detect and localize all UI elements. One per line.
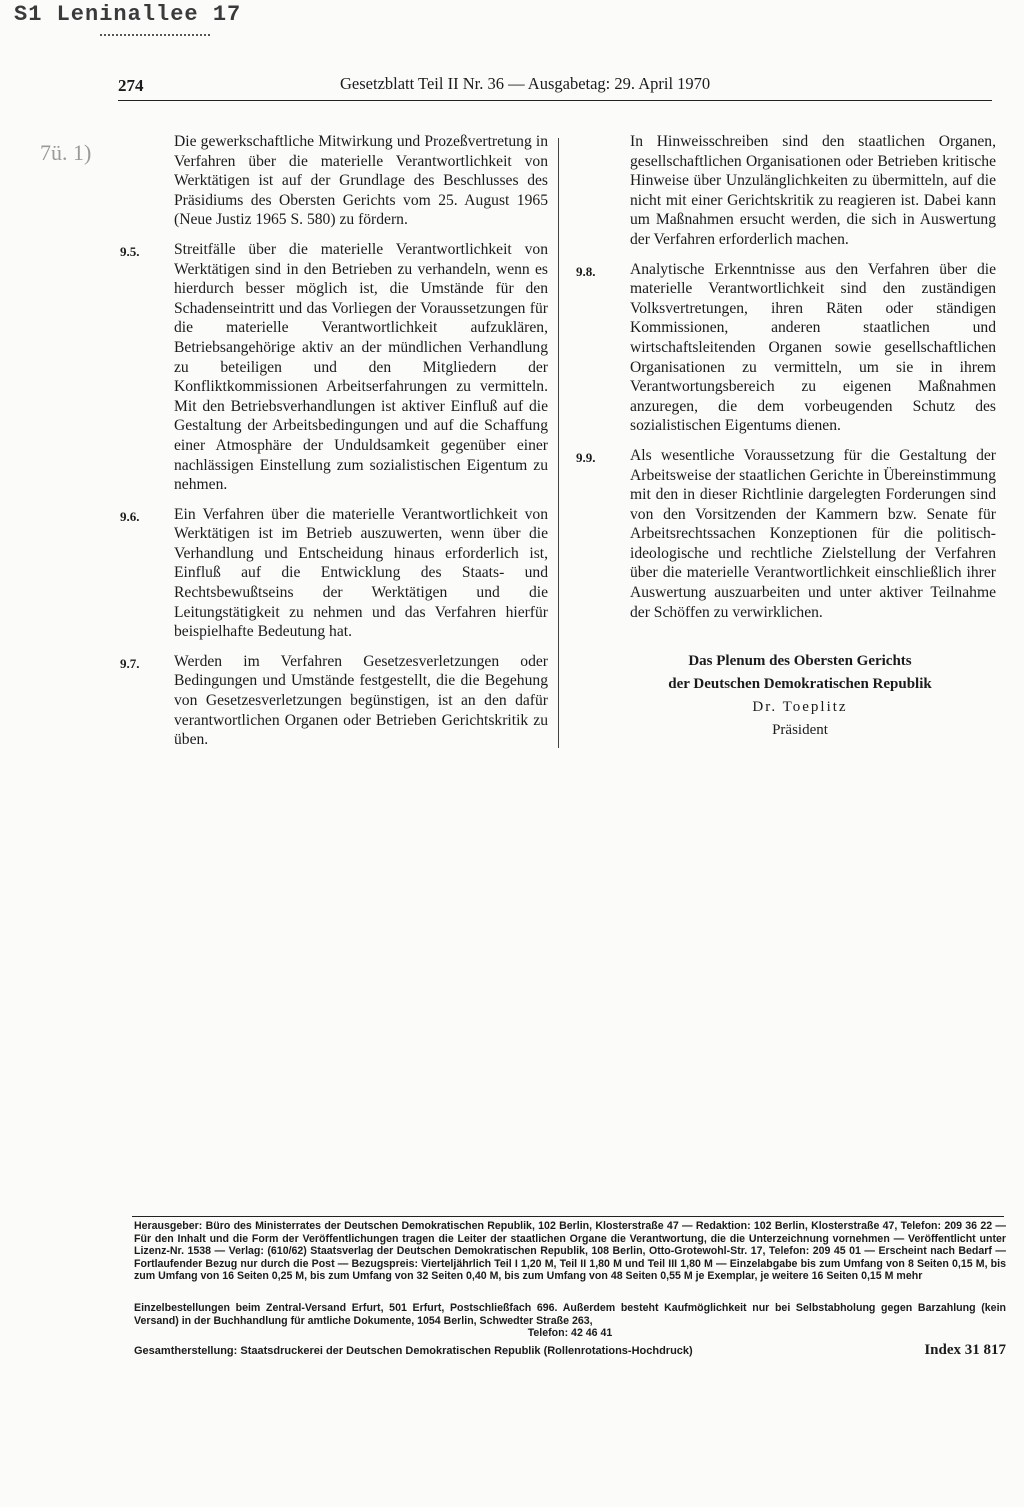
paragraph-number: 9.9. — [576, 449, 596, 465]
signature-block — [600, 650, 1000, 742]
imprint-orders — [134, 1302, 1006, 1340]
paragraph-text: Werden im Verfahren Gesetzesverletzungen oder Bedingungen und Umstände festgestellt, die die Begehung von Gesetzesverletzungen begünstigen, ist an den dafür verantwortlichen Organen oder Betrieben Gerichtskritik zu üben. — [174, 652, 548, 749]
paragraph-9-5 — [120, 240, 548, 495]
paragraph-text: Ein Verfahren über die materielle Verantwortlichkeit von Werktätigen ist im Betrieb auszuwerten, wenn über die Verhandlung und Entscheidung hinaus erforderlich ist, Einfluß auf die Entwicklung des Staats- und Rechtsbewußtseins der Werktätigen und die Leitungstätigkeit zu nehmen und das Verfahren hierfür beispielhafte Bedeutung hat. — [174, 505, 548, 641]
paragraph-9-7 — [120, 652, 548, 750]
paragraph-continued — [576, 132, 996, 250]
paragraph-intro — [120, 132, 548, 230]
paragraph-9-9 — [576, 446, 996, 622]
index-number: Index 31 817 — [924, 1342, 1006, 1358]
printer-line — [134, 1342, 1006, 1358]
signature-body-line: der Deutschen Demokratischen Republik — [668, 676, 932, 692]
paragraph-number: 9.7. — [120, 655, 140, 671]
imprint-phone: Telefon: 42 46 41 — [527, 1327, 613, 1340]
column-divider — [558, 138, 559, 748]
imprint-orders-text: Einzelbestellungen beim Zentral-Versand Erfurt, 501 Erfurt, Postschließfach 696. Außerdem besteht Kaufmöglichkeit nur bei Selbstabholung gegen Barzahlung (kein Versand) in der Buchhandlung für amtliche Dokumente, 1054 Berlin, Schwedter Straße 263, — [134, 1302, 1006, 1327]
printer-text: Gesamtherstellung: Staatsdruckerei der Deutschen Demokratischen Republik (Rollenrotations-Hochdruck) — [134, 1345, 693, 1357]
signatory-title: Präsident — [772, 722, 828, 738]
running-head: Gesetzblatt Teil II Nr. 36 — Ausgabetag: 29. April 1970 — [340, 74, 711, 93]
paragraph-text: Streitfälle über die materielle Verantwortlichkeit von Werktätigen sind in den Betrieben zu verhandeln, wenn es hierdurch besser möglich ist, die Umstände für den Schadenseintritt und das Vorliegen der Voraussetzungen für die materielle Verantwortlichkeit aufzuklären, Betriebsangehörige aktiv an der mündlichen Verhandlung zu beteiligen und den Mitgliedern der Konfliktkommissionen Arbeitserfahrungen zu vermitteln. Mit den Betriebsverhandlungen ist aktiver Einfluß auf die Gestaltung der Arbeitsbedingungen und auf die Schaffung einer Atmosphäre der Unduldsamkeit gegenüber einer nachlässigen Einstellung zum sozialistischen Eigentum zu nehmen. — [174, 240, 548, 494]
right-column — [576, 132, 996, 632]
paragraph-text: In Hinweisschreiben sind den staatlichen Organen, gesellschaftlichen Organisationen oder Betrieben kritische Hinweise über Unzulänglichkeiten zu übermitteln, auf die nicht mit einer Gerichtskritik zu reagieren ist. Dabei kann um Maßnahmen ersucht werden, die sich in Auswertung der Verfahren erforderlich machen. — [630, 133, 996, 248]
paragraph-text: Analytische Erkenntnisse aus den Verfahren über die materielle Verantwortlichkeit sind den zuständigen Volksvertretungen, ihren Räten oder ständigen Kommissionen, anderen staatlichen und wirtschaftsleitenden Organen sowie gesellschaftlichen Organisationen zu vermitteln, um sie in ihrem Verantwortungsbereich zu eigenen Maßnahmen anzuregen, die dem vorbeugenden Schutz des sozialistischen Eigentums dienen. — [630, 260, 996, 435]
signatory-name: Dr. Toeplitz — [752, 699, 848, 715]
header-rule — [118, 100, 992, 101]
paragraph-number: 9.6. — [120, 508, 140, 524]
paragraph-text: Die gewerkschaftliche Mitwirkung und Prozeßvertretung in Verfahren über die materielle Verantwortlichkeit von Werktätigen ist auf der Grundlage des Beschlusses des Präsidiums des Obersten Gerichts vom 25. August 1965 (Neue Justiz 1965 S. 580) zu fördern. — [174, 133, 548, 229]
paragraph-number: 9.5. — [120, 243, 140, 259]
imprint-publisher: Herausgeber: Büro des Ministerrates der Deutschen Demokratischen Republik, 102 Berlin, Klosterstraße 47 — Redaktion: 102 Berlin, Klosterstraße 47, Telefon: 209 36 22 — Für den Inhalt und die Form der Veröffentlichungen tragen die Leiter der staatlichen Organe die Verantwortung, die die Unterzeichnung vornehmen — Veröffentlicht unter Lizenz-Nr. 1538 — Verlag: (610/62) Staatsverlag der Deutschen Demokratischen Republik, 108 Berlin, Otto-Grotewohl-Str. 17, Telefon: 209 45 01 — Erscheint nach Bedarf — Fortlaufender Bezug nur durch die Post — Bezugspreis: Vierteljährlich Teil I 1,20 M, Teil II 1,80 M und Teil III 1,80 M — Einzelabgabe bis zum Umfang von 8 Seiten 0,15 M, bis zum Umfang von 16 Seiten 0,25 M, bis zum Umfang von 32 Seiten 0,40 M, bis zum Umfang von 48 Seiten 0,55 M je Exemplar, je weitere 16 Seiten 0,15 M mehr — [134, 1220, 1006, 1283]
imprint-rule — [132, 1216, 1004, 1217]
left-column — [120, 132, 548, 760]
paragraph-text: Als wesentliche Voraussetzung für die Gestaltung der Arbeitsweise der staatlichen Gerichte in Übereinstimmung mit den in dieser Richtlinie dargelegten Forderungen sind von den Vorsitzenden der Kammern bzw. Senate für Arbeitsrechtssachen Konzeptionen für die politisch-ideologische und rechtliche Zielstellung der Verfahren über die materielle Verantwortlichkeit einschließlich ihrer Auswertung auszuarbeiten und unter aktiver Teilnahme der Schöffen zu verwirklichen. — [630, 446, 996, 621]
paragraph-number: 9.8. — [576, 263, 596, 279]
signature-body-line: Das Plenum des Obersten Gerichts — [688, 653, 912, 669]
stamp-underline — [100, 34, 210, 36]
page-number: 274 — [118, 76, 144, 95]
paragraph-9-6 — [120, 505, 548, 642]
margin-handwriting: 7ü. 1) — [40, 140, 92, 165]
paragraph-9-8 — [576, 260, 996, 436]
archive-stamp: S1 Leninallee 17 — [14, 2, 242, 27]
